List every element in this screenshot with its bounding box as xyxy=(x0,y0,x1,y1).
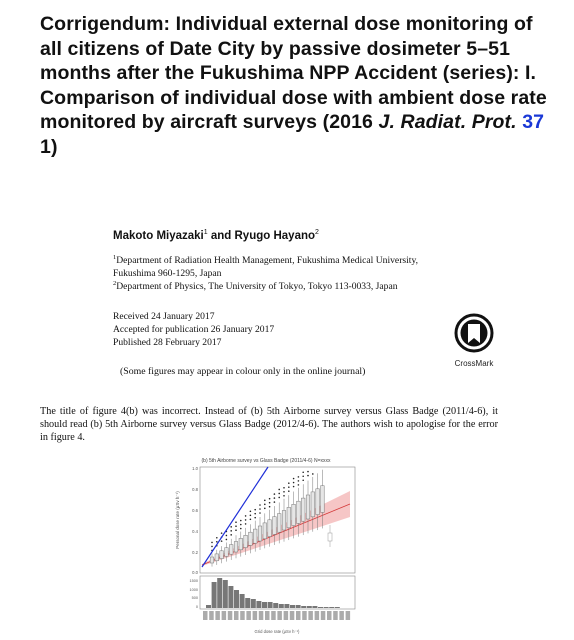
boxplot-box xyxy=(287,507,291,527)
outlier-point xyxy=(216,541,218,543)
outlier-point xyxy=(221,532,223,534)
x-tick-label xyxy=(333,611,338,620)
outlier-point xyxy=(221,540,223,542)
histogram-bar xyxy=(335,607,340,608)
outlier-point xyxy=(254,513,256,515)
x-tick-label xyxy=(290,611,295,620)
author-2[interactable]: Ryugo Hayano xyxy=(234,229,316,242)
citation-open: (2016 xyxy=(322,111,379,133)
boxplot-box xyxy=(234,542,238,553)
boxplot-box xyxy=(292,504,296,525)
boxplot-box xyxy=(321,486,325,513)
article-dates xyxy=(113,311,274,349)
histogram-bar xyxy=(296,605,301,608)
outlier-point xyxy=(254,517,256,519)
outlier-point xyxy=(264,504,266,506)
ytick-3: 0.6 xyxy=(192,508,198,513)
outlier-point xyxy=(211,542,213,544)
boxplot-box xyxy=(316,489,320,515)
affiliation-2-sup: 2 xyxy=(113,280,117,287)
histogram-bar xyxy=(245,598,250,608)
histogram-bar xyxy=(324,607,329,608)
journal-name: J. Radiat. Prot. xyxy=(378,111,517,133)
outlier-point xyxy=(283,495,285,497)
histogram-bar xyxy=(284,604,289,608)
outlier-point xyxy=(274,497,276,499)
histogram-bar xyxy=(212,582,217,608)
histogram-bar xyxy=(279,604,284,608)
hist-tick-4: 0 xyxy=(195,605,198,609)
outlier-point xyxy=(293,478,295,480)
x-tick-label xyxy=(240,611,245,620)
x-tick-label xyxy=(203,611,208,620)
figure-4b xyxy=(170,455,362,635)
title-main: Corrigendum: Individual external dose monitoring of all citizens of Date City by passive dosimeter 5–51 months after the Fukushima NPP Accident (series): I. Comparison of individual dose with ambient dose rate monitored by aircraft surveys xyxy=(40,13,547,133)
outlier-point xyxy=(312,473,314,475)
outlier-point xyxy=(274,501,276,503)
outlier-point xyxy=(230,526,232,528)
outlier-point xyxy=(245,515,247,517)
received-date: Received 24 January 2017 xyxy=(113,311,215,322)
x-tick-label xyxy=(302,611,307,620)
x-tick-label xyxy=(259,611,264,620)
outlier-point xyxy=(269,506,271,508)
x-tick-label xyxy=(209,611,214,620)
outlier-point xyxy=(283,491,285,493)
outlier-point xyxy=(240,524,242,526)
boxplot-box xyxy=(258,526,262,541)
outlier-point xyxy=(298,480,300,482)
histogram-bar xyxy=(301,606,306,608)
hist-tick-3: 500 xyxy=(191,596,198,600)
boxplot-box xyxy=(263,523,267,539)
ytick-6: 0.0 xyxy=(192,570,198,575)
body-paragraph: The title of figure 4(b) was incorrect. Instead of (b) 5th Airborne survey versus Glass Badge (2011/4-6), it should read (b) 5th Airborne survey versus Glass Badge (2012/4-6). The authors wish to apologise for the error in figure 4. xyxy=(40,406,498,443)
outlier-point xyxy=(293,482,295,484)
outlier-point xyxy=(240,528,242,530)
issue-number: 1 xyxy=(40,135,51,158)
histogram-bar xyxy=(256,601,261,608)
x-tick-label xyxy=(246,611,251,620)
outlier-point xyxy=(278,493,280,495)
outlier-point xyxy=(226,535,228,537)
outlier-point xyxy=(293,486,295,488)
outlier-point xyxy=(245,523,247,525)
x-tick-label xyxy=(308,611,313,620)
histogram-bar xyxy=(312,606,317,608)
hist-tick-1: 1500 xyxy=(189,579,198,583)
boxplot-box xyxy=(253,529,257,543)
outlier-point xyxy=(302,475,304,477)
boxplot-box xyxy=(277,514,281,533)
outlier-point xyxy=(274,493,276,495)
boxplot-box xyxy=(225,548,229,557)
author-1[interactable]: Makoto Miyazaki xyxy=(113,229,204,242)
x-tick-label xyxy=(253,611,258,620)
outlier-point xyxy=(288,490,290,492)
outlier-point xyxy=(264,500,266,502)
outlier-point xyxy=(264,508,266,510)
x-tick-label xyxy=(228,611,233,620)
affiliation-1-line1: Department of Radiation Health Management, Fukushima Medical University, xyxy=(116,255,419,267)
x-tick-label xyxy=(346,611,351,620)
x-tick-label xyxy=(222,611,227,620)
ytick-2: 0.8 xyxy=(192,487,198,492)
boxplot-box xyxy=(244,535,248,547)
histogram-bar xyxy=(234,590,239,608)
outlier-point xyxy=(259,504,261,506)
outlier-point xyxy=(259,508,261,510)
histogram-bar xyxy=(318,607,323,608)
outlier-point xyxy=(254,509,256,511)
ytick-5: 0.2 xyxy=(192,550,198,555)
published-date: Published 28 February 2017 xyxy=(113,336,222,348)
outlier-point xyxy=(240,520,242,522)
ytick-1: 1.0 xyxy=(192,466,198,471)
outlier-point xyxy=(216,537,218,539)
x-tick-label xyxy=(327,611,332,620)
histogram-bar xyxy=(206,605,211,608)
x-tick-label xyxy=(271,611,276,620)
outlier-point xyxy=(307,471,309,473)
x-tick-label xyxy=(339,611,344,620)
outlier-point xyxy=(235,525,237,527)
outlier-point xyxy=(235,521,237,523)
histogram-bar xyxy=(268,602,273,608)
figure-svg xyxy=(170,455,362,635)
hist-tick-2: 1000 xyxy=(189,588,198,592)
outlier-point xyxy=(283,487,285,489)
outlier-point xyxy=(278,497,280,499)
histogram-bar xyxy=(329,607,334,608)
outlier-point xyxy=(211,546,213,548)
outlier-point xyxy=(278,489,280,491)
boxplot-box xyxy=(306,495,310,519)
author-list xyxy=(113,229,319,242)
histogram-bar xyxy=(273,603,278,608)
affiliation-2-line1: Department of Physics, The University of Tokyo, Tokyo 113-0033, Japan xyxy=(116,281,398,293)
volume-link[interactable]: 37 xyxy=(522,111,545,133)
outlier-point xyxy=(288,486,290,488)
boxplot-box xyxy=(301,498,305,521)
ytick-4: 0.4 xyxy=(192,529,198,534)
crossmark-badge[interactable] xyxy=(454,313,494,368)
citation-close: ) xyxy=(50,135,58,158)
crossmark-icon xyxy=(454,313,494,353)
y-axis-label: Personal dose rate (μSv h⁻¹) xyxy=(175,491,180,549)
author-connector: and xyxy=(207,229,235,242)
outlier-point xyxy=(230,530,232,532)
boxplot-box xyxy=(210,557,214,563)
article-title xyxy=(40,12,560,159)
outlier-point xyxy=(307,475,309,477)
right-box xyxy=(328,533,332,541)
affiliation-1-sup: 1 xyxy=(113,254,117,261)
author-2-sup: 2 xyxy=(315,229,319,236)
histogram-bar xyxy=(290,605,295,608)
outlier-point xyxy=(302,479,304,481)
accepted-date: Accepted for publication 26 January 2017 xyxy=(113,323,275,335)
histogram-bar xyxy=(223,580,228,608)
outlier-point xyxy=(250,518,252,520)
x-tick-label xyxy=(315,611,320,620)
outlier-point xyxy=(230,534,232,536)
x-tick-label xyxy=(234,611,239,620)
outlier-point xyxy=(245,519,247,521)
outlier-point xyxy=(226,539,228,541)
histogram-bar xyxy=(217,578,222,608)
figure-title: (b) 5th Airborne survey vs Glass Badge (2011/4-6) N=xxxx xyxy=(201,458,331,464)
outlier-point xyxy=(269,498,271,500)
affiliation-2 xyxy=(113,278,398,294)
outlier-point xyxy=(259,512,261,514)
x-tick-labels xyxy=(203,611,350,620)
x-tick-label xyxy=(265,611,270,620)
histogram-bar xyxy=(240,594,245,608)
histogram-bar xyxy=(262,602,267,608)
boxplot-box xyxy=(311,492,315,517)
histogram-bar xyxy=(251,599,256,608)
x-tick-label xyxy=(277,611,282,620)
histogram-bar xyxy=(228,586,233,608)
boxplot-box xyxy=(215,554,219,561)
boxplot-box xyxy=(297,501,301,523)
outlier-point xyxy=(298,484,300,486)
histogram-bar xyxy=(307,606,312,608)
outlier-point xyxy=(250,514,252,516)
crossmark-label: CrossMark xyxy=(454,359,494,368)
outlier-point xyxy=(235,529,237,531)
outlier-point xyxy=(269,502,271,504)
outlier-point xyxy=(298,476,300,478)
boxplot-box xyxy=(220,551,224,559)
author-1-sup: 1 xyxy=(203,229,208,236)
colour-note: (Some figures may appear in colour only in the online journal) xyxy=(120,366,366,377)
x-tick-label xyxy=(296,611,301,620)
outlier-point xyxy=(288,482,290,484)
x-tick-label xyxy=(215,611,220,620)
boxplot-box xyxy=(229,545,233,555)
boxplot-box xyxy=(239,538,243,549)
boxplot-box xyxy=(273,517,277,535)
x-tick-label xyxy=(321,611,326,620)
boxplot-box xyxy=(282,511,286,531)
outlier-point xyxy=(250,510,252,512)
affiliation-1-line2: Fukushima 960-1295, Japan xyxy=(113,267,222,279)
outlier-point xyxy=(302,471,304,473)
boxplot-box xyxy=(249,532,253,545)
x-axis-label: Grid dose rate (μSv h⁻¹) xyxy=(254,629,300,634)
x-tick-label xyxy=(284,611,289,620)
affiliation-1 xyxy=(113,252,418,280)
boxplot-box xyxy=(268,520,272,537)
